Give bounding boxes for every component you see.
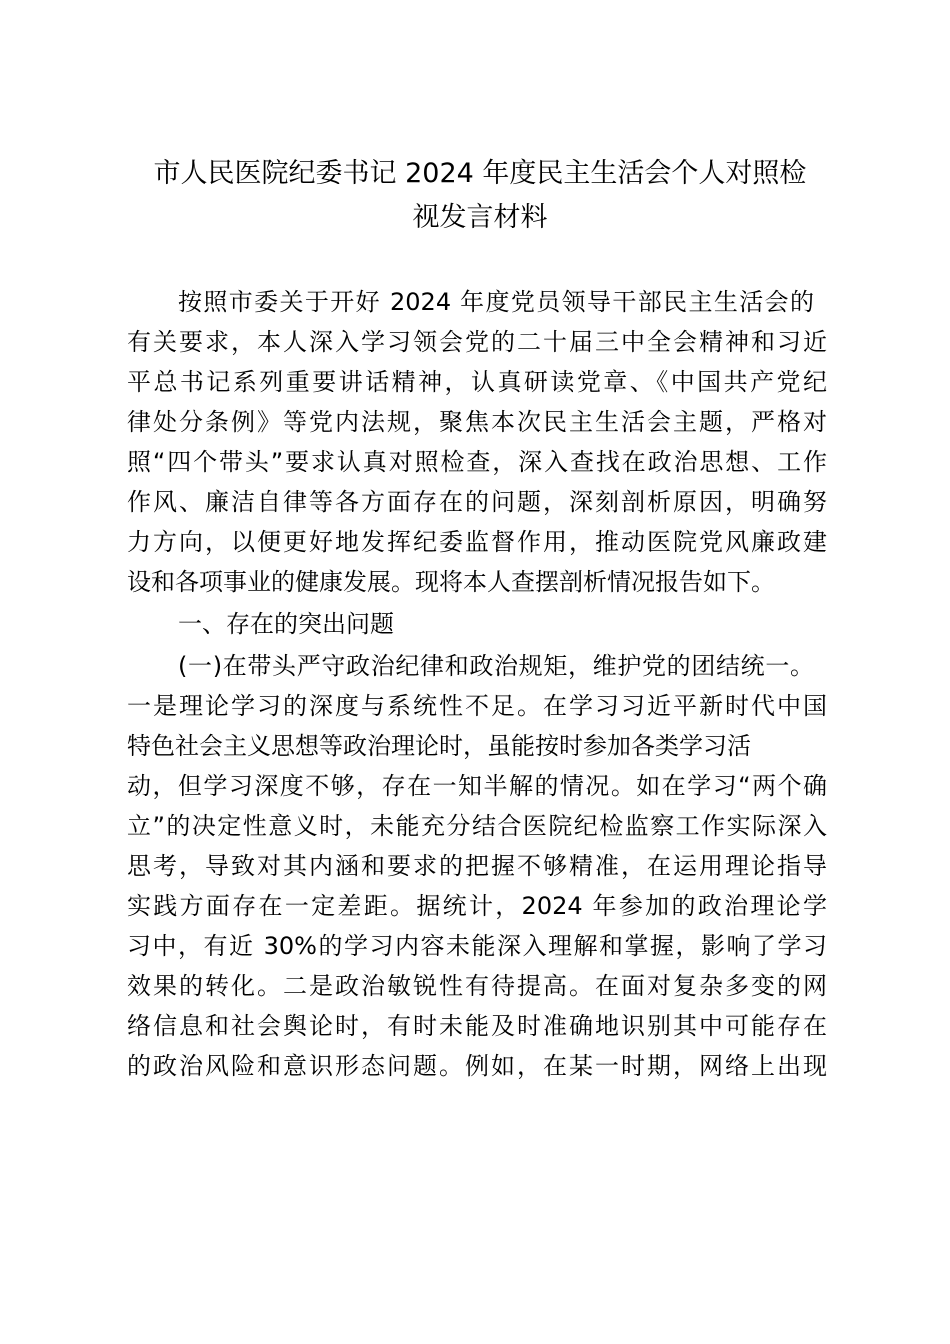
paragraph-line: 有关要求，本人深入学习领会党的二十届三中全会精神和习近: [127, 328, 827, 356]
paragraph-line: 平总书记系列重要讲话精神，认真研读党章、《中国共产党纪: [127, 368, 827, 396]
paragraph-line: 设和各项事业的健康发展。现将本人查摆剖析情况报告如下。: [127, 568, 775, 596]
title-line-2: 视发言材料: [412, 202, 548, 233]
paragraph-line: 效果的转化。二是政治敏锐性有待提高。在面对复杂多变的网: [127, 972, 827, 1000]
paragraph-line: 动，但学习深度不够，存在一知半解的情况。如在学习“两个确: [127, 772, 827, 800]
paragraph-line: 照“四个带头”要求认真对照检查，深入查找在政治思想、工作: [127, 448, 827, 476]
section-heading: 一、存在的突出问题: [178, 610, 394, 638]
paragraph-line: 特色社会主义思想等政治理论时，虽能按时参加各类学习活: [127, 732, 751, 760]
paragraph-line: 的政治风险和意识形态问题。例如，在某一时期，网络上出现: [127, 1052, 827, 1080]
paragraph-line: 思考，导致对其内涵和要求的把握不够精准，在运用理论指导: [127, 852, 827, 880]
document-title: [120, 152, 840, 240]
paragraph-line: 律处分条例》等党内法规，聚焦本次民主生活会主题，严格对: [127, 408, 827, 436]
paragraph-line: 一是理论学习的深度与系统性不足。在学习习近平新时代中国: [127, 692, 827, 720]
paragraph-line: 力方向，以便更好地发挥纪委监督作用，推动医院党风廉政建: [127, 528, 827, 556]
subsection-heading: (一)在带头严守政治纪律和政治规矩，维护党的团结统一。: [178, 652, 814, 680]
paragraph-line: 按照市委关于开好 2024 年度党员领导干部民主生活会的: [178, 288, 814, 316]
title-line-1: 市人民医院纪委书记 2024 年度民主生活会个人对照检: [153, 158, 807, 189]
paragraph-line: 实践方面存在一定差距。据统计，2024 年参加的政治理论学: [127, 892, 827, 920]
paragraph-line: 习中，有近 30%的学习内容未能深入理解和掌握，影响了学习: [127, 932, 827, 960]
paragraph-line: 作风、廉洁自律等各方面存在的问题，深刻剖析原因，明确努: [127, 488, 827, 516]
paragraph-line: 立”的决定性意义时，未能充分结合医院纪检监察工作实际深入: [127, 812, 827, 840]
paragraph-line: 络信息和社会舆论时，有时未能及时准确地识别其中可能存在: [127, 1012, 827, 1040]
